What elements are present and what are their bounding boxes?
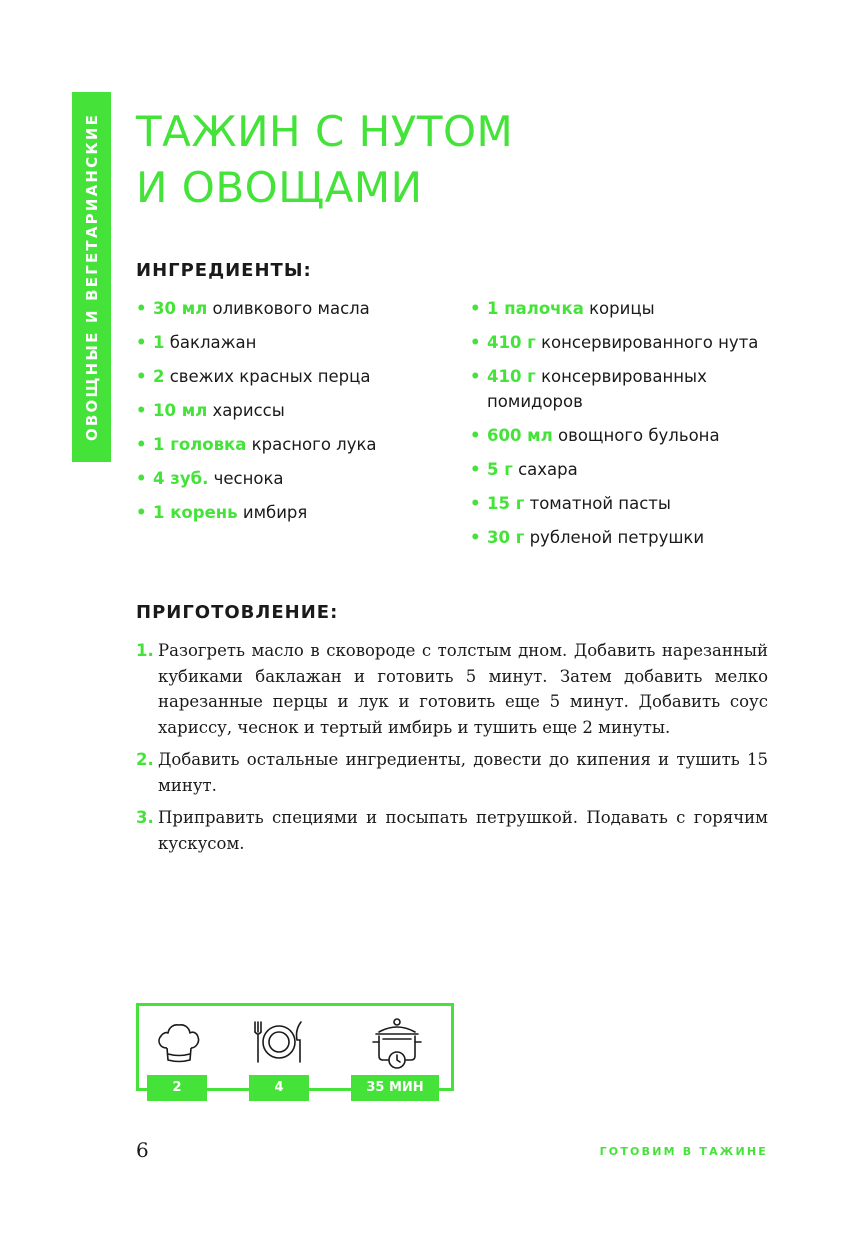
- section-tab-label: ОВОЩНЫЕ И ВЕГЕТАРИАНСКИЕ: [82, 112, 101, 442]
- time-label: 35 МИН: [351, 1075, 439, 1101]
- bullet-icon: •: [136, 435, 147, 454]
- ingredient-item: • 30 г рубленой петрушки: [470, 525, 770, 550]
- bullet-icon: •: [136, 367, 147, 386]
- bullet-icon: •: [470, 426, 481, 445]
- preparation-heading: ПРИГОТОВЛЕНИЕ:: [136, 602, 339, 623]
- step-item: 3. Приправить специями и посыпать петрушкой. Подавать с горячим кускусом.: [136, 808, 768, 853]
- ingredient-item: • 1 корень имбиря: [136, 500, 456, 525]
- ingredient-item: • 15 г томатной пасты: [470, 491, 770, 516]
- ingredients-list-right: [470, 296, 770, 559]
- bullet-icon: •: [136, 333, 147, 352]
- recipe-title-line-2: И ОВОЩАМИ: [136, 163, 423, 212]
- ingredient-item: • 410 г консервированных помидоров: [470, 364, 770, 414]
- ingredient-item: • 2 свежих красных перца: [136, 364, 456, 389]
- bullet-icon: •: [470, 494, 481, 513]
- ingredient-item: • 1 палочка корицы: [470, 296, 770, 321]
- ingredient-item: • 410 г консервированного нута: [470, 330, 770, 355]
- step-item: 2. Добавить остальные ингредиенты, довести до кипения и тушить 15 минут.: [136, 750, 768, 795]
- ingredient-item: • 30 мл оливкового масла: [136, 296, 456, 321]
- recipe-title: [136, 104, 513, 216]
- preparation-steps: [136, 638, 768, 863]
- ingredient-item: • 10 мл хариссы: [136, 398, 456, 423]
- ingredients-list-left: [136, 296, 456, 534]
- section-tab: [72, 92, 111, 462]
- step-item: 1. Разогреть масло в сковороде с толстым дном. Добавить нарезанный кубиками баклажан и готовить 5 минут. Затем добавить мелко нарезанные перцы и лук и готовить еще 5 минут. Добавить соус хариссу, чеснок и тертый имбирь и тушить еще 2 минуты.: [136, 641, 768, 737]
- bullet-icon: •: [470, 528, 481, 547]
- ingredients-heading: ИНГРЕДИЕНТЫ:: [136, 260, 312, 281]
- plate-cutlery-icon: [249, 1016, 309, 1068]
- ingredient-item: • 600 мл овощного бульона: [470, 423, 770, 448]
- bullet-icon: •: [470, 460, 481, 479]
- bullet-icon: •: [136, 469, 147, 488]
- ingredient-item: • 1 головка красного лука: [136, 432, 456, 457]
- pot-timer-icon: [369, 1016, 425, 1072]
- recipe-title-line-1: ТАЖИН С НУТОМ: [136, 107, 514, 156]
- chef-hat-icon: [153, 1016, 205, 1068]
- recipe-info-box: [136, 1003, 454, 1095]
- ingredient-item: • 4 зуб. чеснока: [136, 466, 456, 491]
- book-title: ГОТОВИМ В ТАЖИНЕ: [599, 1145, 768, 1158]
- ingredient-item: • 5 г сахара: [470, 457, 770, 482]
- bullet-icon: •: [470, 367, 481, 386]
- page-number: 6: [136, 1138, 149, 1162]
- bullet-icon: •: [470, 299, 481, 318]
- bullet-icon: •: [136, 299, 147, 318]
- ingredient-item: • 1 баклажан: [136, 330, 456, 355]
- servings-label: 4: [249, 1075, 309, 1101]
- difficulty-label: 2: [147, 1075, 207, 1101]
- bullet-icon: •: [470, 333, 481, 352]
- bullet-icon: •: [136, 401, 147, 420]
- bullet-icon: •: [136, 503, 147, 522]
